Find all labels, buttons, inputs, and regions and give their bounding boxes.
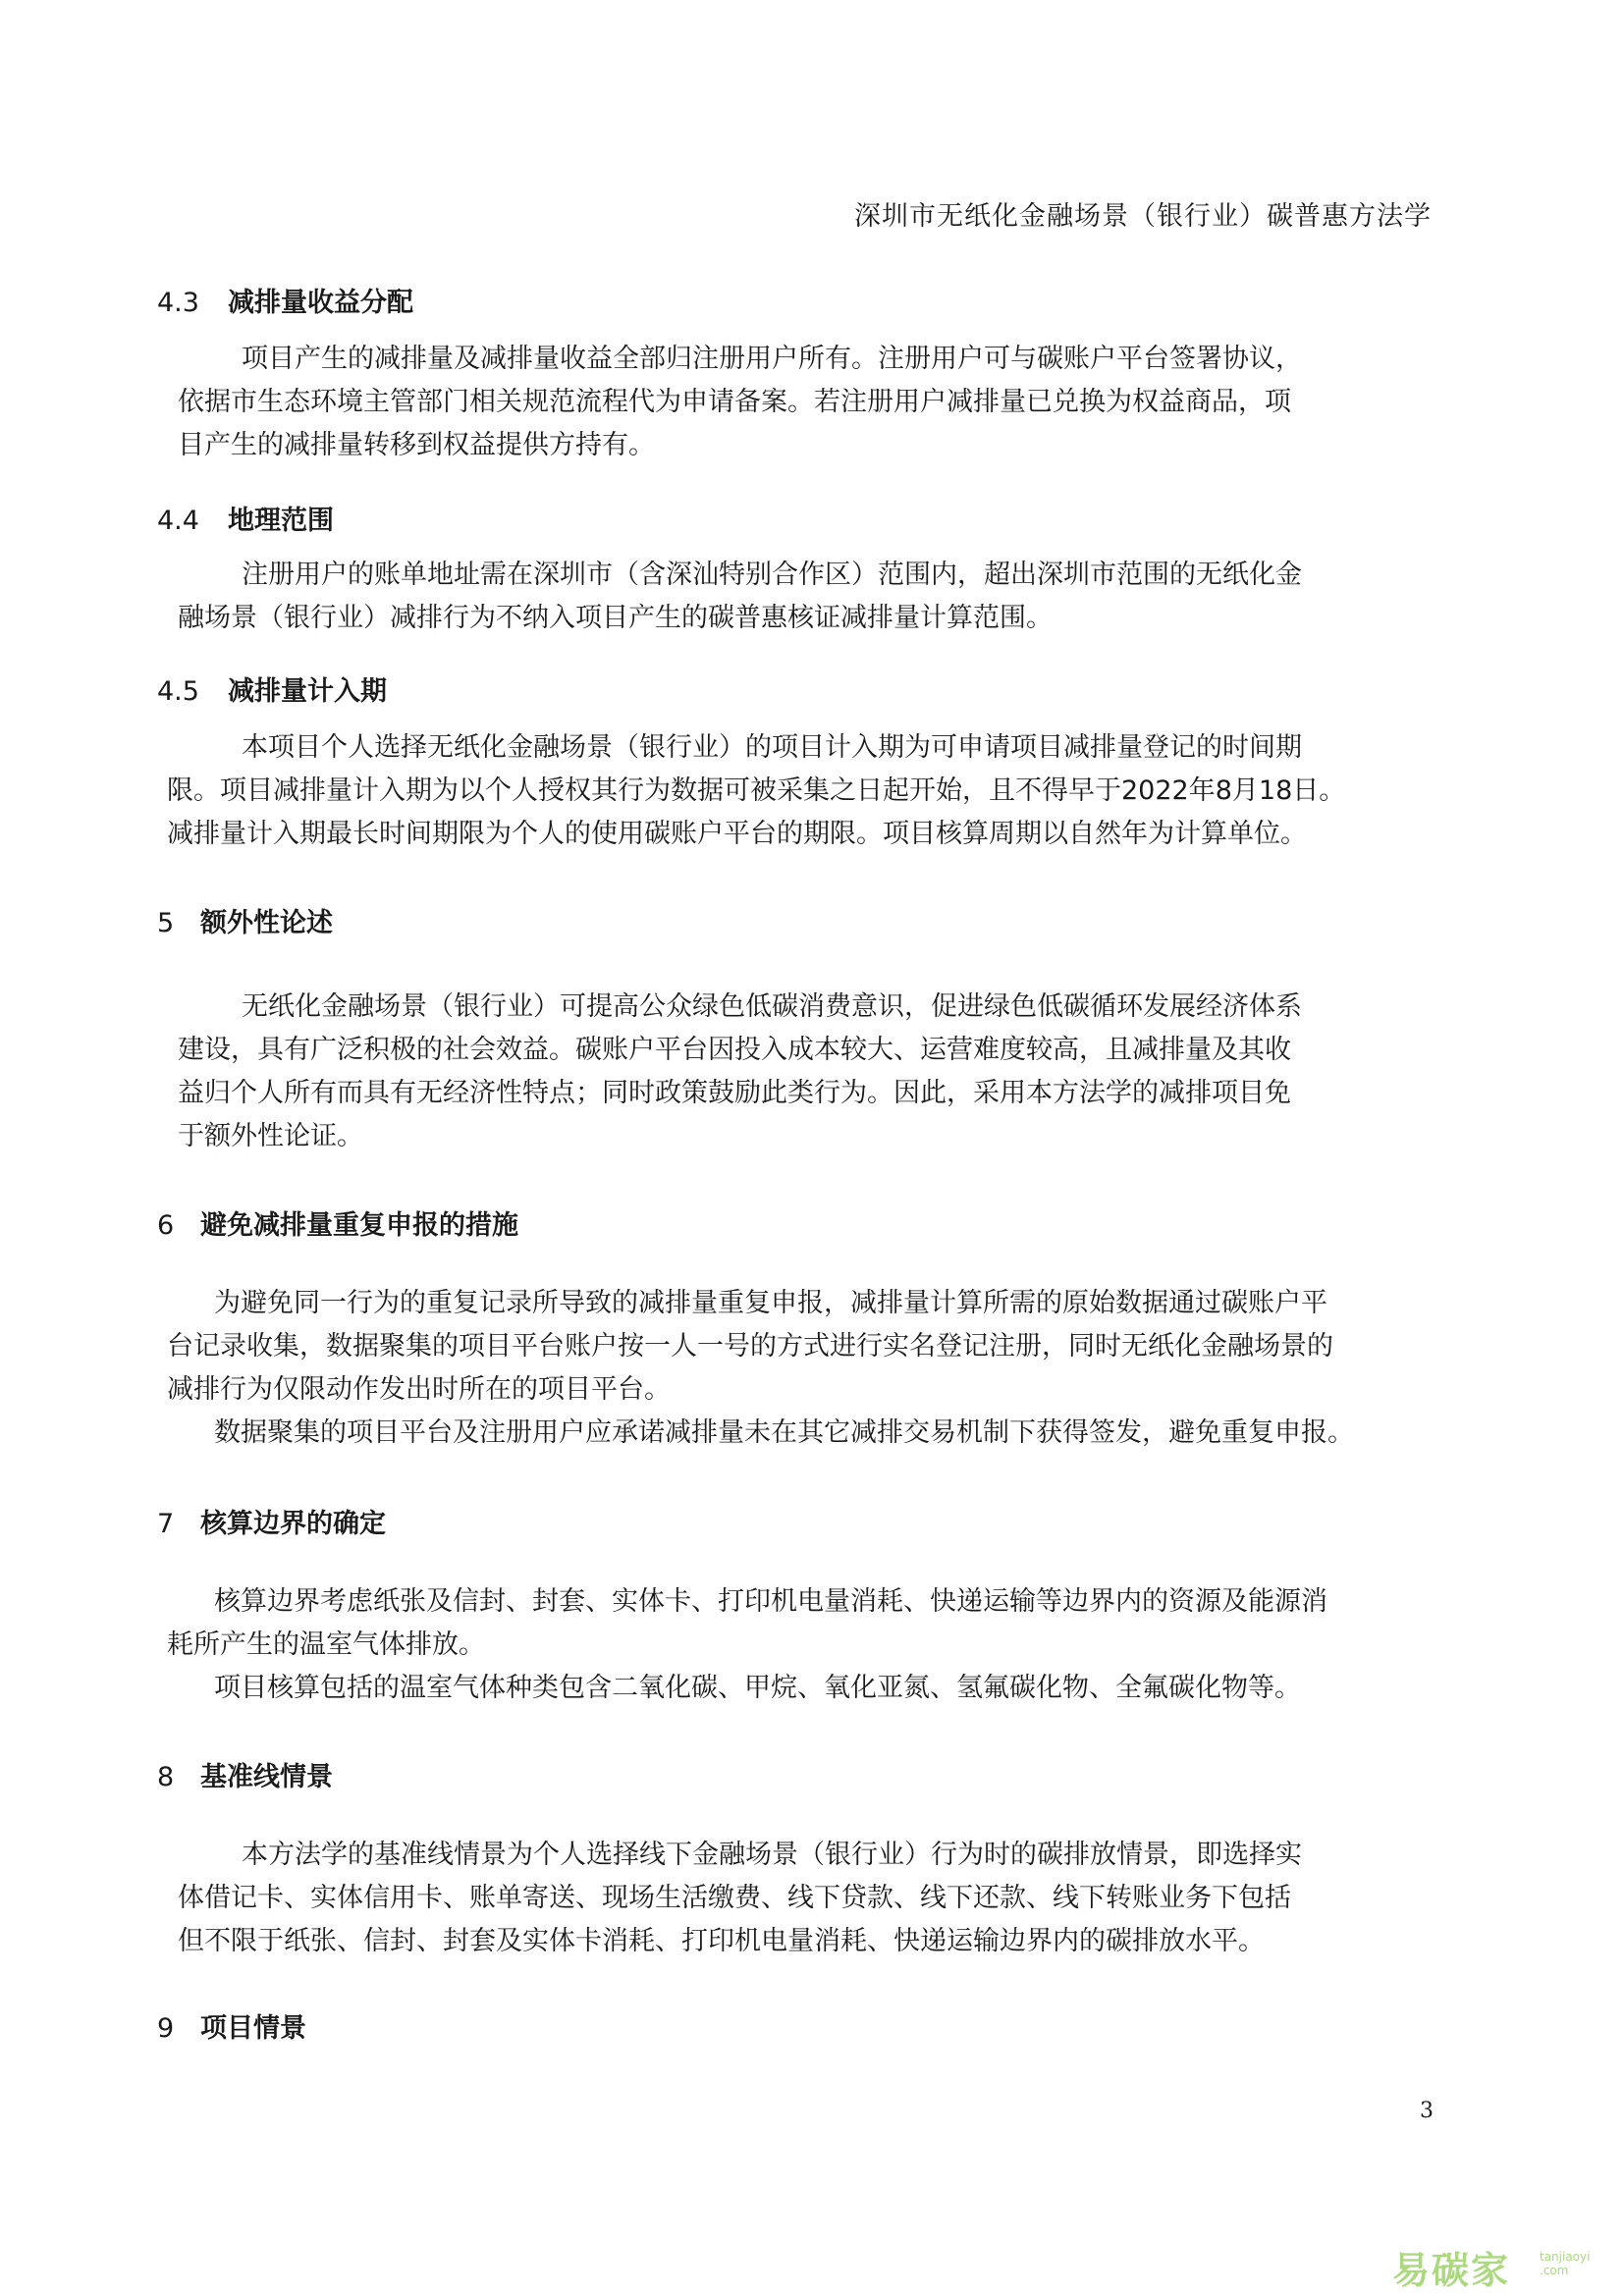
section-title: 额外性论述: [200, 908, 333, 938]
text-line: 耗所产生的温室气体排放。: [167, 1629, 485, 1660]
section-number: 5: [157, 908, 175, 938]
section-title: 项目情景: [200, 2013, 306, 2044]
section-number: 4.4: [157, 506, 199, 536]
paragraph-4-3: [167, 338, 1434, 467]
section-number: 6: [157, 1210, 175, 1241]
section-number: 8: [157, 1762, 175, 1792]
section-number: 4.3: [157, 288, 199, 318]
section-number: 4.5: [157, 676, 199, 707]
watermark-brand: 易碳家: [1392, 2249, 1511, 2292]
section-number: 9: [157, 2013, 175, 2044]
text-line: 项目产生的减排量及减排量收益全部归注册用户所有。注册用户可与碳账户平台签署协议，: [242, 344, 1302, 374]
text-line: 建设，具有广泛积极的社会效益。碳账户平台因投入成本较大、运营难度较高，且减排量及其收: [178, 1035, 1291, 1065]
section-title: 避免减排量重复申报的措施: [200, 1210, 518, 1241]
section-heading-4-4: [157, 499, 334, 537]
paragraph-6: [167, 1282, 1434, 1455]
paragraph-4-4: [167, 554, 1434, 640]
text-line: 但不限于纸张、信封、封套及实体卡消耗、打印机电量消耗、快递运输边界内的碳排放水平。: [178, 1926, 1265, 1956]
text-line: 本方法学的基准线情景为个人选择线下金融场景（银行业）行为时的碳排放情景，即选择实: [242, 1840, 1302, 1870]
text-line: 注册用户的账单地址需在深圳市（含深汕特别合作区）范围内，超出深圳市范围的无纸化金: [242, 560, 1302, 590]
section-number: 7: [157, 1509, 175, 1539]
section-heading-9: [157, 2006, 306, 2045]
watermark-logo: [1392, 2240, 1598, 2292]
paragraph-4-5: [167, 726, 1434, 856]
text-line: 数据聚集的项目平台及注册用户应承诺减排量未在其它减排交易机制下获得签发，避免重复申报。: [214, 1417, 1354, 1448]
section-heading-4-3: [157, 281, 413, 319]
text-line: 核算边界考虑纸张及信封、封套、实体卡、打印机电量消耗、快递运输等边界内的资源及能源消: [214, 1586, 1327, 1617]
text-line: 减排量计入期最长时间期限为个人的使用碳账户平台的期限。项目核算周期以自然年为计算单位。: [167, 819, 1307, 849]
text-line: 项目核算包括的温室气体种类包含二氧化碳、甲烷、氧化亚氮、氢氟碳化物、全氟碳化物等。: [214, 1673, 1301, 1703]
section-heading-4-5: [157, 669, 387, 708]
section-title: 基准线情景: [200, 1762, 333, 1792]
section-title: 核算边界的确定: [200, 1509, 386, 1539]
paragraph-8: [167, 1834, 1434, 1963]
text-line: 目产生的减排量转移到权益提供方持有。: [178, 430, 655, 460]
page-number: 3: [1420, 2099, 1434, 2123]
section-heading-5: [157, 901, 333, 939]
section-title: 地理范围: [228, 506, 334, 536]
text-line: 益归个人所有而具有无经济性特点；同时政策鼓励此类行为。因此，采用本方法学的减排项目免: [178, 1078, 1291, 1108]
text-line: 为避免同一行为的重复记录所导致的减排量重复申报，减排量计算所需的原始数据通过碳账户平: [214, 1288, 1327, 1318]
text-line: 于额外性论证。: [178, 1121, 363, 1151]
text-line: 无纸化金融场景（银行业）可提高公众绿色低碳消费意识，促进绿色低碳循环发展经济体系: [242, 991, 1302, 1022]
text-line: 依据市生态环境主管部门相关规范流程代为申请备案。若注册用户减排量已兑换为权益商品，项: [178, 387, 1291, 417]
section-title: 减排量收益分配: [228, 288, 413, 318]
text-line: 本项目个人选择无纸化金融场景（银行业）的项目计入期为可申请项目减排量登记的时间期: [242, 732, 1302, 763]
watermark-domain-line1: tanjiaoyi: [1540, 2250, 1591, 2264]
text-line: 台记录收集，数据聚集的项目平台账户按一人一号的方式进行实名登记注册，同时无纸化金融场景的: [167, 1331, 1333, 1362]
running-header: 深圳市无纸化金融场景（银行业）碳普惠方法学: [854, 201, 1432, 232]
paragraph-7: [167, 1580, 1434, 1710]
watermark-domain: [1540, 2250, 1590, 2277]
section-heading-7: [157, 1502, 386, 1540]
text-line: 融场景（银行业）减排行为不纳入项目产生的碳普惠核证减排量计算范围。: [178, 603, 1053, 633]
watermark-domain-line2: .com: [1540, 2264, 1569, 2277]
text-line: 限。项目减排量计入期为以个人授权其行为数据可被采集之日起开始，且不得早于2022年8月18日。: [167, 775, 1346, 806]
text-line: 体借记卡、实体信用卡、账单寄送、现场生活缴费、线下贷款、线下还款、线下转账业务下包括: [178, 1883, 1291, 1913]
text-line: 减排行为仅限动作发出时所在的项目平台。: [167, 1374, 671, 1405]
section-heading-6: [157, 1203, 518, 1242]
section-title: 减排量计入期: [228, 676, 387, 707]
paragraph-5: [167, 986, 1434, 1158]
section-heading-8: [157, 1755, 333, 1793]
